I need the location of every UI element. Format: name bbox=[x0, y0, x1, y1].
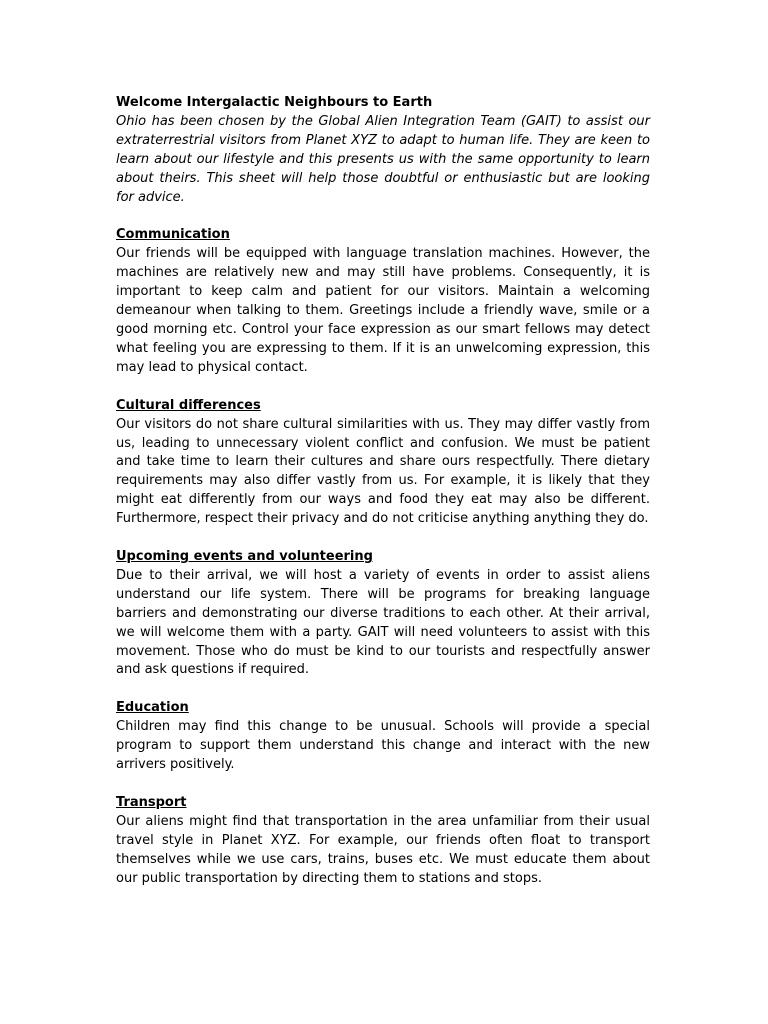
section-heading: Cultural differences bbox=[116, 397, 261, 413]
section-body: Our friends will be equipped with language translation machines. However, the machines are relatively new and may still have problems. Consequently, it is important to keep calm and patient for our visitors. Maintain a welcoming demeanour when talking to them. Greetings include a friendly wave, smile or a good morning etc. Control your face expression as our smart fellows may detect what feeling you are expressing to them. If it is an unwelcoming expression, this may lead to physical contact. bbox=[116, 246, 650, 375]
document-page bbox=[116, 94, 650, 908]
section-body: Our visitors do not share cultural similarities with us. They may differ vastly from us, leading to unnecessary violent conflict and confusion. We must be patient and take time to learn their cultures and share ours respectfully. There dietary requirements may also differ vastly from us. For example, it is likely that they might eat differently from our ways and food they eat may also be different. Furthermore, respect their privacy and do not criticise anything anything they do. bbox=[116, 416, 650, 527]
section-body: Our aliens might find that transportation in the area unfamiliar from their usual travel style in Planet XYZ. For example, our friends often float to transport themselves while we use cars, trains, buses etc. We must educate them about our public transportation by directing them to stations and stops. bbox=[116, 813, 650, 886]
intro-paragraph: Ohio has been chosen by the Global Alien Integration Team (GAIT) to assist our extraterrestrial visitors from Planet XYZ to adapt to human life. They are keen to learn about our lifestyle and this presents us with the same opportunity to learn about theirs. This sheet will help those doubtful or enthusiastic but are looking for advice. bbox=[116, 113, 650, 205]
section-body: Due to their arrival, we will host a variety of events in order to assist aliens understand our life system. There will be programs for breaking language barriers and demonstrating our diverse traditions to each other. At their arrival, we will welcome them with a party. GAIT will need volunteers to assist with this movement. Those who do must be kind to our tourists and respectfully answer and ask questions if required. bbox=[116, 567, 650, 678]
section-transport bbox=[116, 794, 650, 889]
section-communication bbox=[116, 226, 650, 377]
section-education bbox=[116, 699, 650, 775]
document-title: Welcome Intergalactic Neighbours to Earth bbox=[116, 95, 433, 110]
section-heading: Transport bbox=[116, 795, 187, 810]
section-heading: Education bbox=[116, 700, 189, 716]
section-body: Children may find this change to be unusual. Schools will provide a special program to support them understand this change and interact with the new arrivers positively. bbox=[116, 719, 650, 773]
section-heading: Upcoming events and volunteering bbox=[116, 549, 373, 565]
section-upcoming-events bbox=[116, 548, 650, 680]
section-heading: Communication bbox=[116, 227, 230, 243]
section-cultural-differences bbox=[116, 397, 650, 529]
